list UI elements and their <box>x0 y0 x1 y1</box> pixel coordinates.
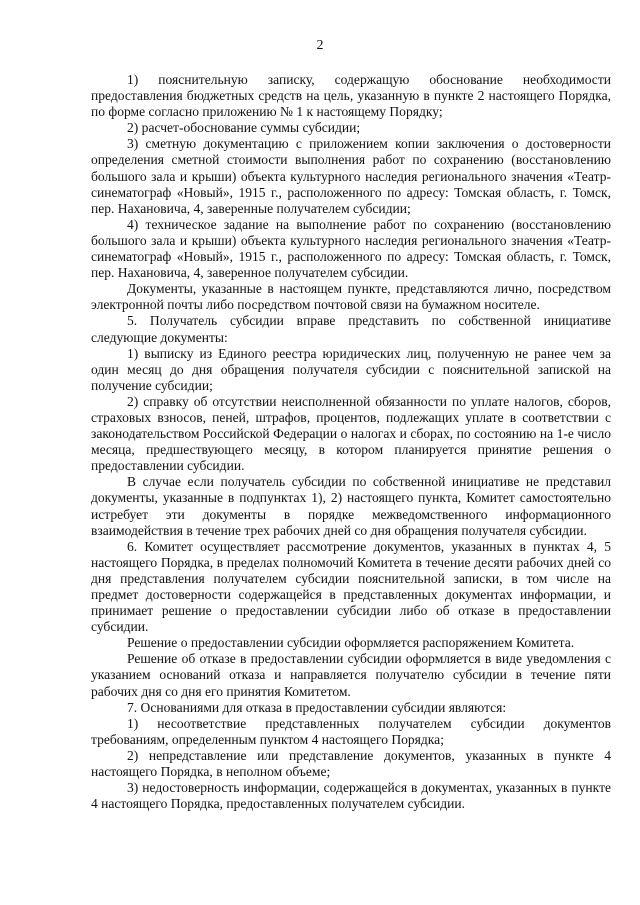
paragraph: 7. Основаниями для отказа в предоставлении субсидии являются: <box>127 699 507 715</box>
paragraph: 4) техническое задание на выполнение работ по сохранению (восстановлению большого зала и крыши) объекта культурного наследия регионального значения «Театр-синематограф «Новый», 1915 г., расположенного по адресу: Томская область, г. Томск, пер. Нахановича, 4, заверенное получателем субсидии. <box>91 216 611 281</box>
page-number: 2 <box>316 38 324 53</box>
paragraph: 6. Комитет осуществляет рассмотрение документов, указанных в пунктах 4, 5 настоящего Порядка, в пределах полномочий Комитета в течение десяти рабочих дней со дня представления получателем субсидии пояснительной записки, в том числе на предмет достоверности содержащейся в представленных документах информации, и принимает решение о предоставлении субсидии либо об отказе в предоставлении субсидии. <box>91 538 611 635</box>
paragraph: 1) несоответствие представленных получателем субсидии документов требованиям, определенным пунктом 4 настоящего Порядка; <box>91 715 611 747</box>
document-body <box>91 72 611 812</box>
paragraph: Решение об отказе в предоставлении субсидии оформляется в виде уведомления с указанием оснований отказа и направляется получателю субсидии в течение пяти рабочих дня со дня его принятия Комитетом. <box>91 651 611 699</box>
paragraph: 2) расчет-обоснование суммы субсидии; <box>127 120 361 136</box>
paragraph: 1) пояснительную записку, содержащую обоснование необходимости предоставления бюджетных средств на цель, указанную в пункте 2 настоящего Порядка, по форме согласно приложению № 1 к настоящему Порядку; <box>91 72 611 120</box>
paragraph: 2) непредставление или представление документов, указанных в пункте 4 настоящего Порядка, в неполном объеме; <box>91 747 611 780</box>
paragraph: 3) недостоверность информации, содержащейся в документах, указанных в пункте 4 настоящего Порядка, предоставленных получателем субсидии. <box>91 780 611 812</box>
paragraph: 5. Получатель субсидии вправе представить по собственной инициативе следующие документы: <box>91 313 611 345</box>
paragraph: Решение о предоставлении субсидии оформляется распоряжением Комитета. <box>127 635 575 651</box>
paragraph: 3) сметную документацию с приложением копии заключения о достоверности определения сметной стоимости выполнения работ по сохранению (восстановлению большого зала и крыши) объекта культурного наследия регионального значения «Театр-синематограф «Новый», 1915 г., расположенного по адресу: Томская область, г. Томск, пер. Нахановича, 4, заверенные получателем субсидии; <box>91 136 611 216</box>
paragraph: 2) справку об отсутствии неисполненной обязанности по уплате налогов, сборов, страховых взносов, пеней, штрафов, процентов, подлежащих уплате в соответствии с законодательством Российской Федерации о налогах и сборах, по состоянию на 1-е число месяца, предшествующего месяцу, в котором планируется принятие решения о предоставлении субсидии. <box>91 393 611 474</box>
paragraph: Документы, указанные в настоящем пункте, представляются лично, посредством электронной почты либо посредством почтовой связи на бумажном носителе. <box>91 281 611 313</box>
paragraph: В случае если получатель субсидии по собственной инициативе не представил документы, указанные в подпунктах 1), 2) настоящего пункта, Комитет самостоятельно истребует эти документы в порядке межведомственного информационного взаимодействия в течение трех рабочих дней со дня обращения получателя субсидии. <box>91 474 611 538</box>
paragraph: 1) выписку из Единого реестра юридических лиц, полученную не ранее чем за один месяц до дня обращения получателя субсидии с пояснительной запиской на получение субсидии; <box>91 345 611 393</box>
